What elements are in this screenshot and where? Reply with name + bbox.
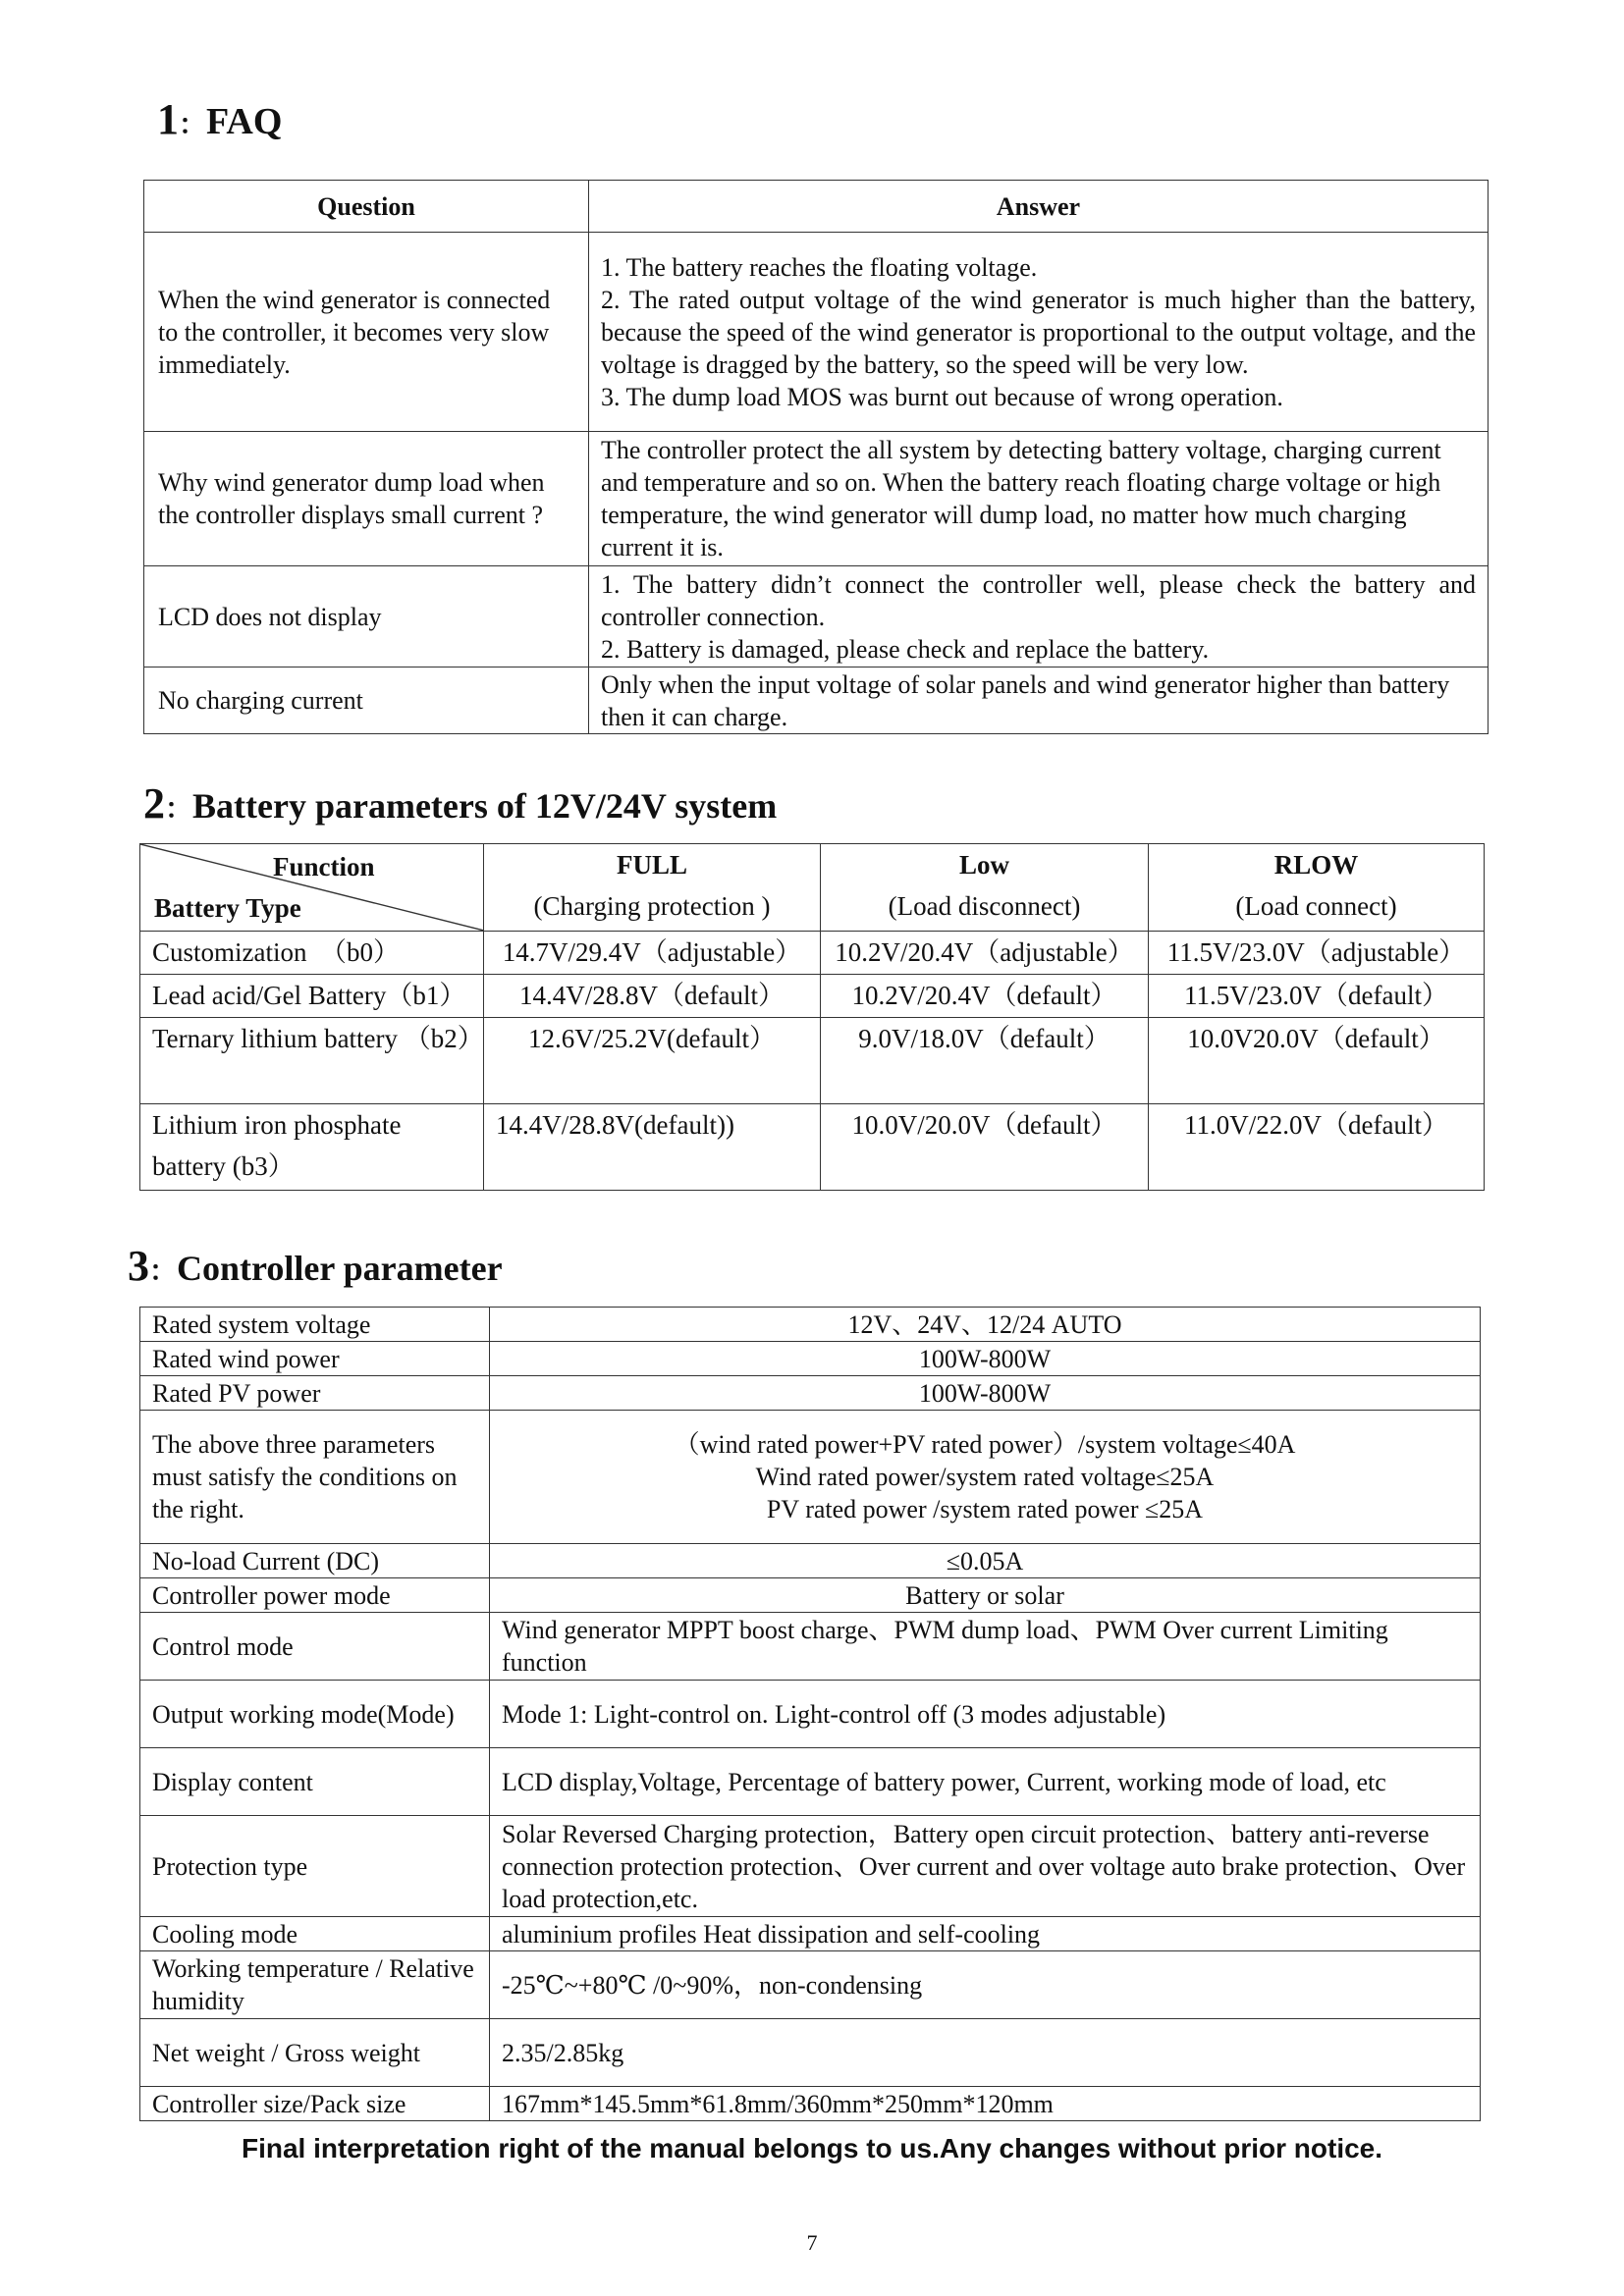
battery-full: 14.4V/28.8V（default） [484, 975, 821, 1018]
corner-function-label: Function [273, 852, 375, 881]
param-key: Cooling mode [140, 1917, 490, 1951]
param-key: Working temperature / Relative humidity [140, 1951, 490, 2019]
battery-rlow: 11.0V/22.0V（default） [1149, 1104, 1485, 1191]
param-key: Display content [140, 1748, 490, 1816]
battery-low: 10.0V/20.0V（default） [821, 1104, 1149, 1191]
battery-type: Customization （b0） [140, 932, 484, 975]
faq-table [143, 180, 1489, 734]
param-row [140, 1578, 1481, 1613]
param-row [140, 1376, 1481, 1411]
battery-rlow: 11.5V/23.0V（adjustable） [1149, 932, 1485, 975]
faq-question: No charging current [144, 667, 589, 734]
faq-question: When the wind generator is connected to the controller, it becomes very slow immediately. [144, 233, 589, 432]
param-row [140, 1308, 1481, 1342]
param-row [140, 1748, 1481, 1816]
param-value: Wind generator MPPT boost charge、PWM dump load、PWM Over current Limiting function [490, 1613, 1481, 1681]
battery-full: 12.6V/25.2V(default） [484, 1018, 821, 1104]
faq-header-question: Question [144, 181, 589, 233]
battery-full: 14.4V/28.8V(default)) [484, 1104, 821, 1191]
param-key: Net weight / Gross weight [140, 2019, 490, 2087]
faq-row [144, 432, 1489, 566]
param-key: Output working mode(Mode) [140, 1681, 490, 1748]
param-row [140, 1681, 1481, 1748]
battery-rlow: 11.5V/23.0V（default） [1149, 975, 1485, 1018]
faq-answer: The controller protect the all system by detecting battery voltage, charging current and temperature and so on. When the battery reach floating charge voltage or high temperature, the wind generator will dump load, no matter how much charging current it is. [589, 432, 1489, 566]
battery-row [140, 932, 1485, 975]
battery-type: Lead acid/Gel Battery（b1） [140, 975, 484, 1018]
faq-answer: 1. The battery reaches the floating voltage. 2. The rated output voltage of the wind generator is much higher than the battery, because the speed of the wind generator is proportional to the output voltage, and the voltage is dragged by the battery, so the speed will be very low. 3. The dump load MOS was burnt out because of wrong operation. [589, 233, 1489, 432]
param-key: Rated wind power [140, 1342, 490, 1376]
param-value: 12V、24V、12/24 AUTO [490, 1308, 1481, 1342]
page-number: 7 [806, 2230, 818, 2255]
battery-type: Lithium iron phosphate battery (b3） [140, 1104, 484, 1191]
battery-header-full: FULL (Charging protection ) [484, 844, 821, 932]
battery-full: 14.7V/29.4V（adjustable） [484, 932, 821, 975]
param-value: aluminium profiles Heat dissipation and self-cooling [490, 1917, 1481, 1951]
battery-low: 10.2V/20.4V（default） [821, 975, 1149, 1018]
section-number: 1 [157, 95, 179, 143]
faq-row [144, 566, 1489, 667]
faq-answer: Only when the input voltage of solar panels and wind generator higher than battery then it can charge. [589, 667, 1489, 734]
param-key: Control mode [140, 1613, 490, 1681]
param-row [140, 1951, 1481, 2019]
footer-notice: Final interpretation right of the manual belongs to us.Any changes without prior notice. [241, 2133, 1383, 2163]
param-row [140, 2087, 1481, 2121]
param-key: No-load Current (DC) [140, 1544, 490, 1578]
corner-type-label: Battery Type [154, 893, 301, 923]
faq-row [144, 667, 1489, 734]
section-3-heading: 3：Controller parameter [128, 1242, 503, 1290]
param-row [140, 1411, 1481, 1544]
param-key: Rated system voltage [140, 1308, 490, 1342]
battery-rlow: 10.0V20.0V（default） [1149, 1018, 1485, 1104]
param-value: -25℃~+80℃ /0~90%，non-condensing [490, 1951, 1481, 2019]
param-key: Protection type [140, 1816, 490, 1917]
param-value: 100W-800W [490, 1376, 1481, 1411]
param-row [140, 1342, 1481, 1376]
param-row [140, 1917, 1481, 1951]
faq-row [144, 233, 1489, 432]
battery-low: 9.0V/18.0V（default） [821, 1018, 1149, 1104]
param-row [140, 2019, 1481, 2087]
battery-corner-cell [140, 844, 484, 932]
param-value: 100W-800W [490, 1342, 1481, 1376]
section-number: 3 [128, 1242, 149, 1290]
faq-question: Why wind generator dump load when the controller displays small current ? [144, 432, 589, 566]
param-value: Solar Reversed Charging protection，Battery open circuit protection、battery anti-reverse connection protection protection、Over current and over voltage auto brake protection、Over load protection,etc. [490, 1816, 1481, 1917]
param-key: Controller size/Pack size [140, 2087, 490, 2121]
param-row [140, 1613, 1481, 1681]
faq-answer: 1. The battery didn’t connect the controller well, please check the battery and controller connection. 2. Battery is damaged, please check and replace the battery. [589, 566, 1489, 667]
param-row [140, 1816, 1481, 1917]
faq-header-answer: Answer [589, 181, 1489, 233]
battery-row [140, 1104, 1485, 1191]
param-value: Mode 1: Light-control on. Light-control off (3 modes adjustable) [490, 1681, 1481, 1748]
battery-row [140, 1018, 1485, 1104]
param-key: Rated PV power [140, 1376, 490, 1411]
section-1-heading: 1：FAQ [157, 95, 283, 143]
battery-table [139, 843, 1485, 1191]
battery-low: 10.2V/20.4V（adjustable） [821, 932, 1149, 975]
faq-question: LCD does not display [144, 566, 589, 667]
param-value: LCD display,Voltage, Percentage of battery power, Current, working mode of load, etc [490, 1748, 1481, 1816]
battery-row [140, 975, 1485, 1018]
battery-header-rlow: RLOW (Load connect) [1149, 844, 1485, 932]
battery-header-low: Low (Load disconnect) [821, 844, 1149, 932]
param-key: Controller power mode [140, 1578, 490, 1613]
section-number: 2 [143, 779, 165, 828]
param-row [140, 1544, 1481, 1578]
param-value: 167mm*145.5mm*61.8mm/360mm*250mm*120mm [490, 2087, 1481, 2121]
battery-type: Ternary lithium battery （b2） [140, 1018, 484, 1104]
param-value: （wind rated power+PV rated power）/system voltage≤40A Wind rated power/system rated voltage≤25A PV rated power /system rated power ≤25A [490, 1411, 1481, 1544]
section-2-heading: 2：Battery parameters of 12V/24V system [143, 779, 778, 828]
param-value: ≤0.05A [490, 1544, 1481, 1578]
controller-table [139, 1307, 1481, 2121]
param-value: Battery or solar [490, 1578, 1481, 1613]
param-value: 2.35/2.85kg [490, 2019, 1481, 2087]
param-key: The above three parameters must satisfy the conditions on the right. [140, 1411, 490, 1544]
